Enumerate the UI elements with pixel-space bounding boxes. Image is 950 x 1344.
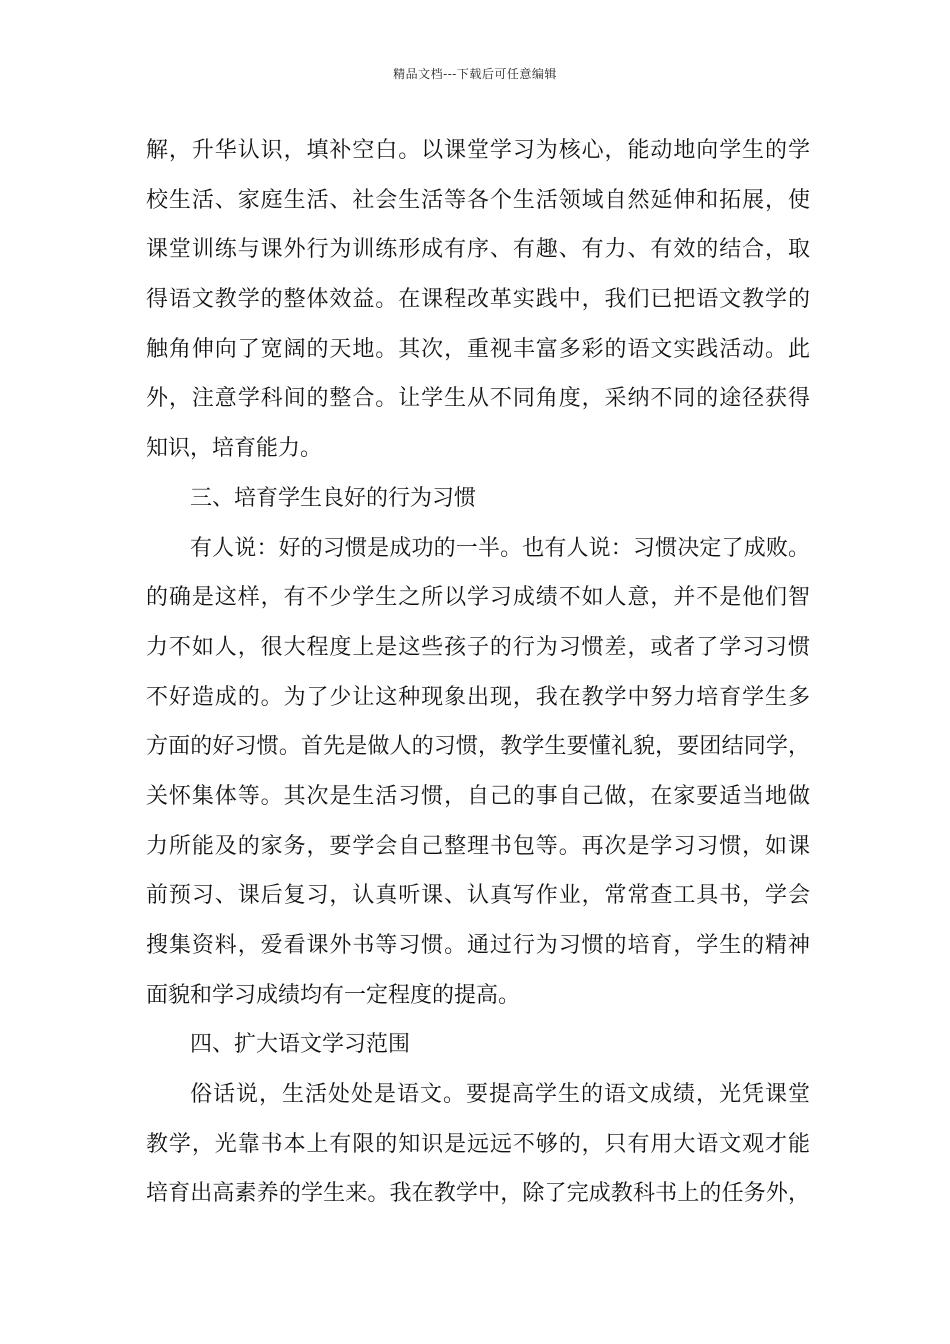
text-line: 力不如人，很大程度上是这些孩子的行为习惯差，或者了学习习惯 <box>146 634 810 660</box>
text-line: 方面的好习惯。首先是做人的习惯，教学生要懂礼貌，要团结同学， <box>146 734 810 760</box>
page-header: 精品文档---下载后可任意编辑 <box>393 67 557 81</box>
text-line: 有人说：好的习惯是成功的一半。也有人说：习惯决定了成败。 <box>190 535 810 561</box>
text-line: 关怀集体等。其次是生活习惯，自己的事自己做，在家要适当地做 <box>146 783 810 809</box>
text-line: 不好造成的。为了少让这种现象出现，我在教学中努力培育学生多 <box>146 684 810 710</box>
text-line: 校生活、家庭生活、社会生活等各个生活领域自然延伸和拓展，使 <box>146 187 810 213</box>
text-line: 触角伸向了宽阔的天地。其次，重视丰富多彩的语文实践活动。此 <box>146 336 810 362</box>
text-line: 知识，培育能力。 <box>146 436 323 462</box>
section-heading: 三、培育学生良好的行为习惯 <box>190 485 477 511</box>
text-line: 搜集资料，爱看课外书等习惯。通过行为习惯的培育，学生的精神 <box>146 933 810 958</box>
text-line: 培育出高素养的学生来。我在教学中，除了完成教科书上的任务外， <box>146 1181 810 1207</box>
text-line: 力所能及的家务，要学会自己整理书包等。再次是学习习惯，如课 <box>146 833 810 859</box>
text-line: 得语文教学的整体效益。在课程改革实践中，我们已把语文教学的 <box>146 287 810 313</box>
text-line: 俗话说，生活处处是语文。要提高学生的语文成绩，光凭课堂 <box>190 1082 810 1108</box>
text-line: 外，注意学科间的整合。让学生从不同角度，采纳不同的途径获得 <box>146 386 810 412</box>
text-line: 前预习、课后复习，认真听课、认真写作业，常常查工具书，学会 <box>146 883 810 909</box>
text-line: 的确是这样，有不少学生之所以学习成绩不如人意，并不是他们智 <box>146 585 810 611</box>
text-line: 教学，光靠书本上有限的知识是远远不够的，只有用大语文观才能 <box>146 1131 810 1157</box>
text-line: 解，升华认识，填补空白。以课堂学习为核心，能动地向学生的学 <box>146 138 810 163</box>
section-heading: 四、扩大语文学习范围 <box>190 1032 411 1058</box>
document-body <box>146 126 810 1219</box>
text-line: 面貌和学习成绩均有一定程度的提高。 <box>146 982 521 1008</box>
text-line: 课堂训练与课外行为训练形成有序、有趣、有力、有效的结合，取 <box>146 237 810 263</box>
